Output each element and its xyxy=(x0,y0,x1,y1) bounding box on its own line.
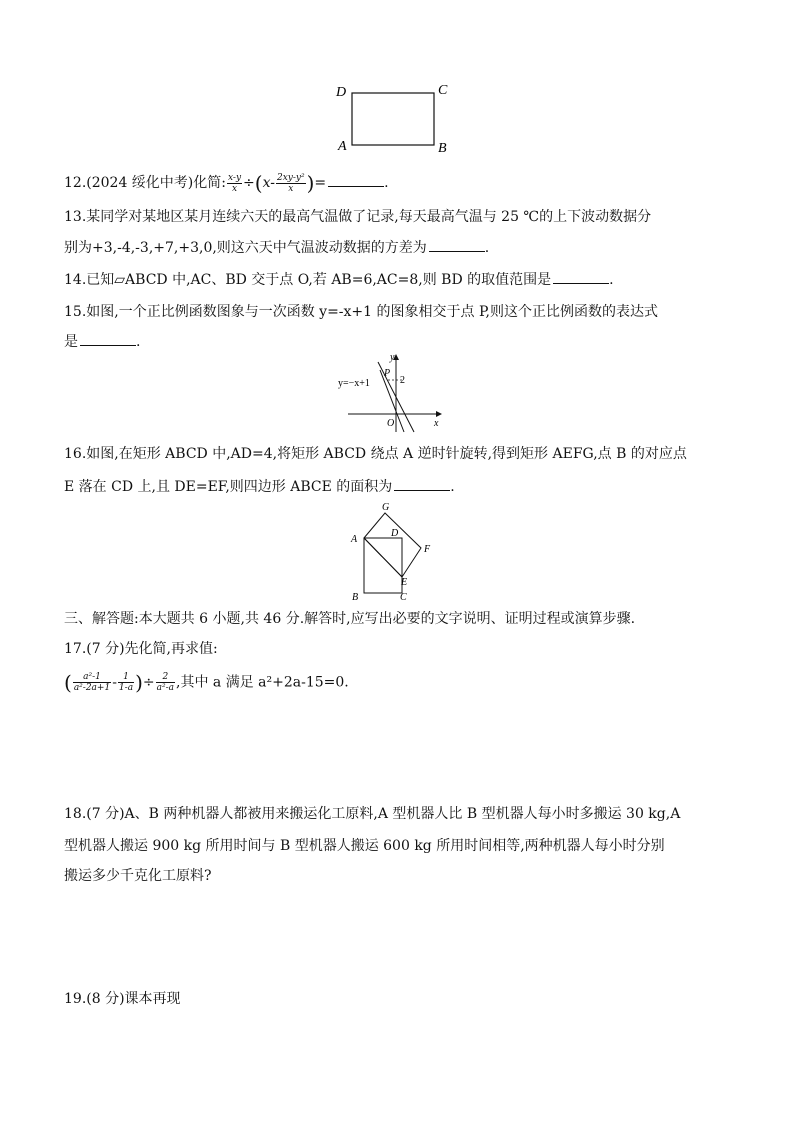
rect-label-c: C xyxy=(438,83,448,98)
question-17-expression: ( $\frac{\text{a²-1}}{\text{a²-2a+1}}$ - $\frac{1}{1-a}$ )÷ $\frac{2}{\text{a²-a}}$ ,其中 a 满足 a²+2a-15=0. xyxy=(64,670,349,695)
graph-label-p: P xyxy=(384,368,391,379)
rect-label-d: D xyxy=(336,85,347,100)
q17-tail: ,其中 a 满足 a²+2a-15=0. xyxy=(176,674,349,691)
question-12: 12.(2024 绥化中考)化简: $\frac{x-y}{x}$ ÷(x- $\frac{\text{2xy-y²}}{x}$ )= . xyxy=(64,171,389,195)
rot-label-g: G xyxy=(382,502,390,513)
segment-ae xyxy=(364,538,402,577)
rot-label-a: A xyxy=(351,534,358,545)
rectangle-abcd-fig xyxy=(364,538,402,593)
graph-label-x: x xyxy=(434,418,439,429)
rect-label-b: B xyxy=(438,141,447,156)
rot-label-f: F xyxy=(424,544,431,555)
q15-answer-blank[interactable] xyxy=(80,331,136,346)
rot-label-e: E xyxy=(401,577,408,588)
question-15-line-2: 是 . xyxy=(64,331,140,352)
question-15-line-1: 15.如图,一个正比例函数图象与一次函数 y=-x+1 的图象相交于点 P,则这个正比例函数的表达式 xyxy=(64,304,658,320)
question-17-title: 17.(7 分)先化简,再求值: xyxy=(64,641,218,657)
question-18-line-3: 搬运多少千克化工原料? xyxy=(64,868,212,884)
question-14: 14.已知▱ABCD 中,AC、BD 交于点 O,若 AB=6,AC=8,则 BD 的取值范围是 . xyxy=(64,269,614,290)
q17-fraction-1: $\frac{\text{a²-1}}{\text{a²-2a+1}}$ xyxy=(73,672,111,693)
q12-div: ÷ xyxy=(243,175,255,191)
graph-eq-label: y=−x+1 xyxy=(338,378,370,389)
q13-answer-blank[interactable] xyxy=(429,237,485,252)
q12-inner-x: x- xyxy=(262,175,275,191)
q16-answer-blank[interactable] xyxy=(394,476,450,491)
q12-equals: = xyxy=(314,175,327,191)
graph-label-o: O xyxy=(387,418,395,429)
q12-prefix: 12.(2024 绥化中考)化简: xyxy=(64,175,226,191)
rot-label-d: D xyxy=(391,528,399,539)
rectangle-abcd xyxy=(352,93,434,145)
q17-fraction-3: $\frac{2}{\text{a²-a}}$ xyxy=(156,672,174,693)
q17-fraction-2: $\frac{1}{1-a}$ xyxy=(118,672,134,693)
graph-label-2: 2 xyxy=(400,375,405,386)
q12-fraction-1: $\frac{x-y}{x}$ xyxy=(227,172,242,194)
question-16-line-1: 16.如图,在矩形 ABCD 中,AD=4,将矩形 ABCD 绕点 A 逆时针旋转,得到矩形 AEFG,点 B 的对应点 xyxy=(64,446,687,462)
graph-label-y: y xyxy=(390,352,395,363)
question-18-line-1: 18.(7 分)A、B 两种机器人都被用来搬运化工原料,A 型机器人比 B 型机器人每小时多搬运 30 kg,A xyxy=(64,806,681,822)
section-3-heading: 三、解答题:本大题共 6 小题,共 46 分.解答时,应写出必要的文字说明、证明过程或演算步骤. xyxy=(64,611,636,627)
function-graph-figure xyxy=(334,350,450,434)
q14-answer-blank[interactable] xyxy=(553,269,609,284)
rotation-figure xyxy=(344,500,444,606)
q12-fraction-2: $\frac{\text{2xy-y²}}{x}$ xyxy=(276,172,305,194)
question-16-line-2: E 落在 CD 上,且 DE=EF,则四边形 ABCE 的面积为 . xyxy=(64,476,455,497)
question-18-line-2: 型机器人搬运 900 kg 所用时间与 B 型机器人搬运 600 kg 所用时间相等,两种机器人每小时分别 xyxy=(64,838,665,854)
rot-label-c: C xyxy=(400,592,407,603)
rectangle-figure xyxy=(330,80,460,156)
rot-label-b: B xyxy=(352,592,359,603)
question-13-line-1: 13.某同学对某地区某月连续六天的最高气温做了记录,每天最高气温与 25 ℃的上下波动数据分 xyxy=(64,209,652,225)
rect-label-a: A xyxy=(338,139,347,154)
x-axis-arrow xyxy=(436,411,442,417)
question-13-line-2: 别为+3,-4,-3,+7,+3,0,则这六天中气温波动数据的方差为 . xyxy=(64,237,489,258)
question-19-title: 19.(8 分)课本再现 xyxy=(64,991,181,1007)
q12-answer-blank[interactable] xyxy=(328,172,384,187)
